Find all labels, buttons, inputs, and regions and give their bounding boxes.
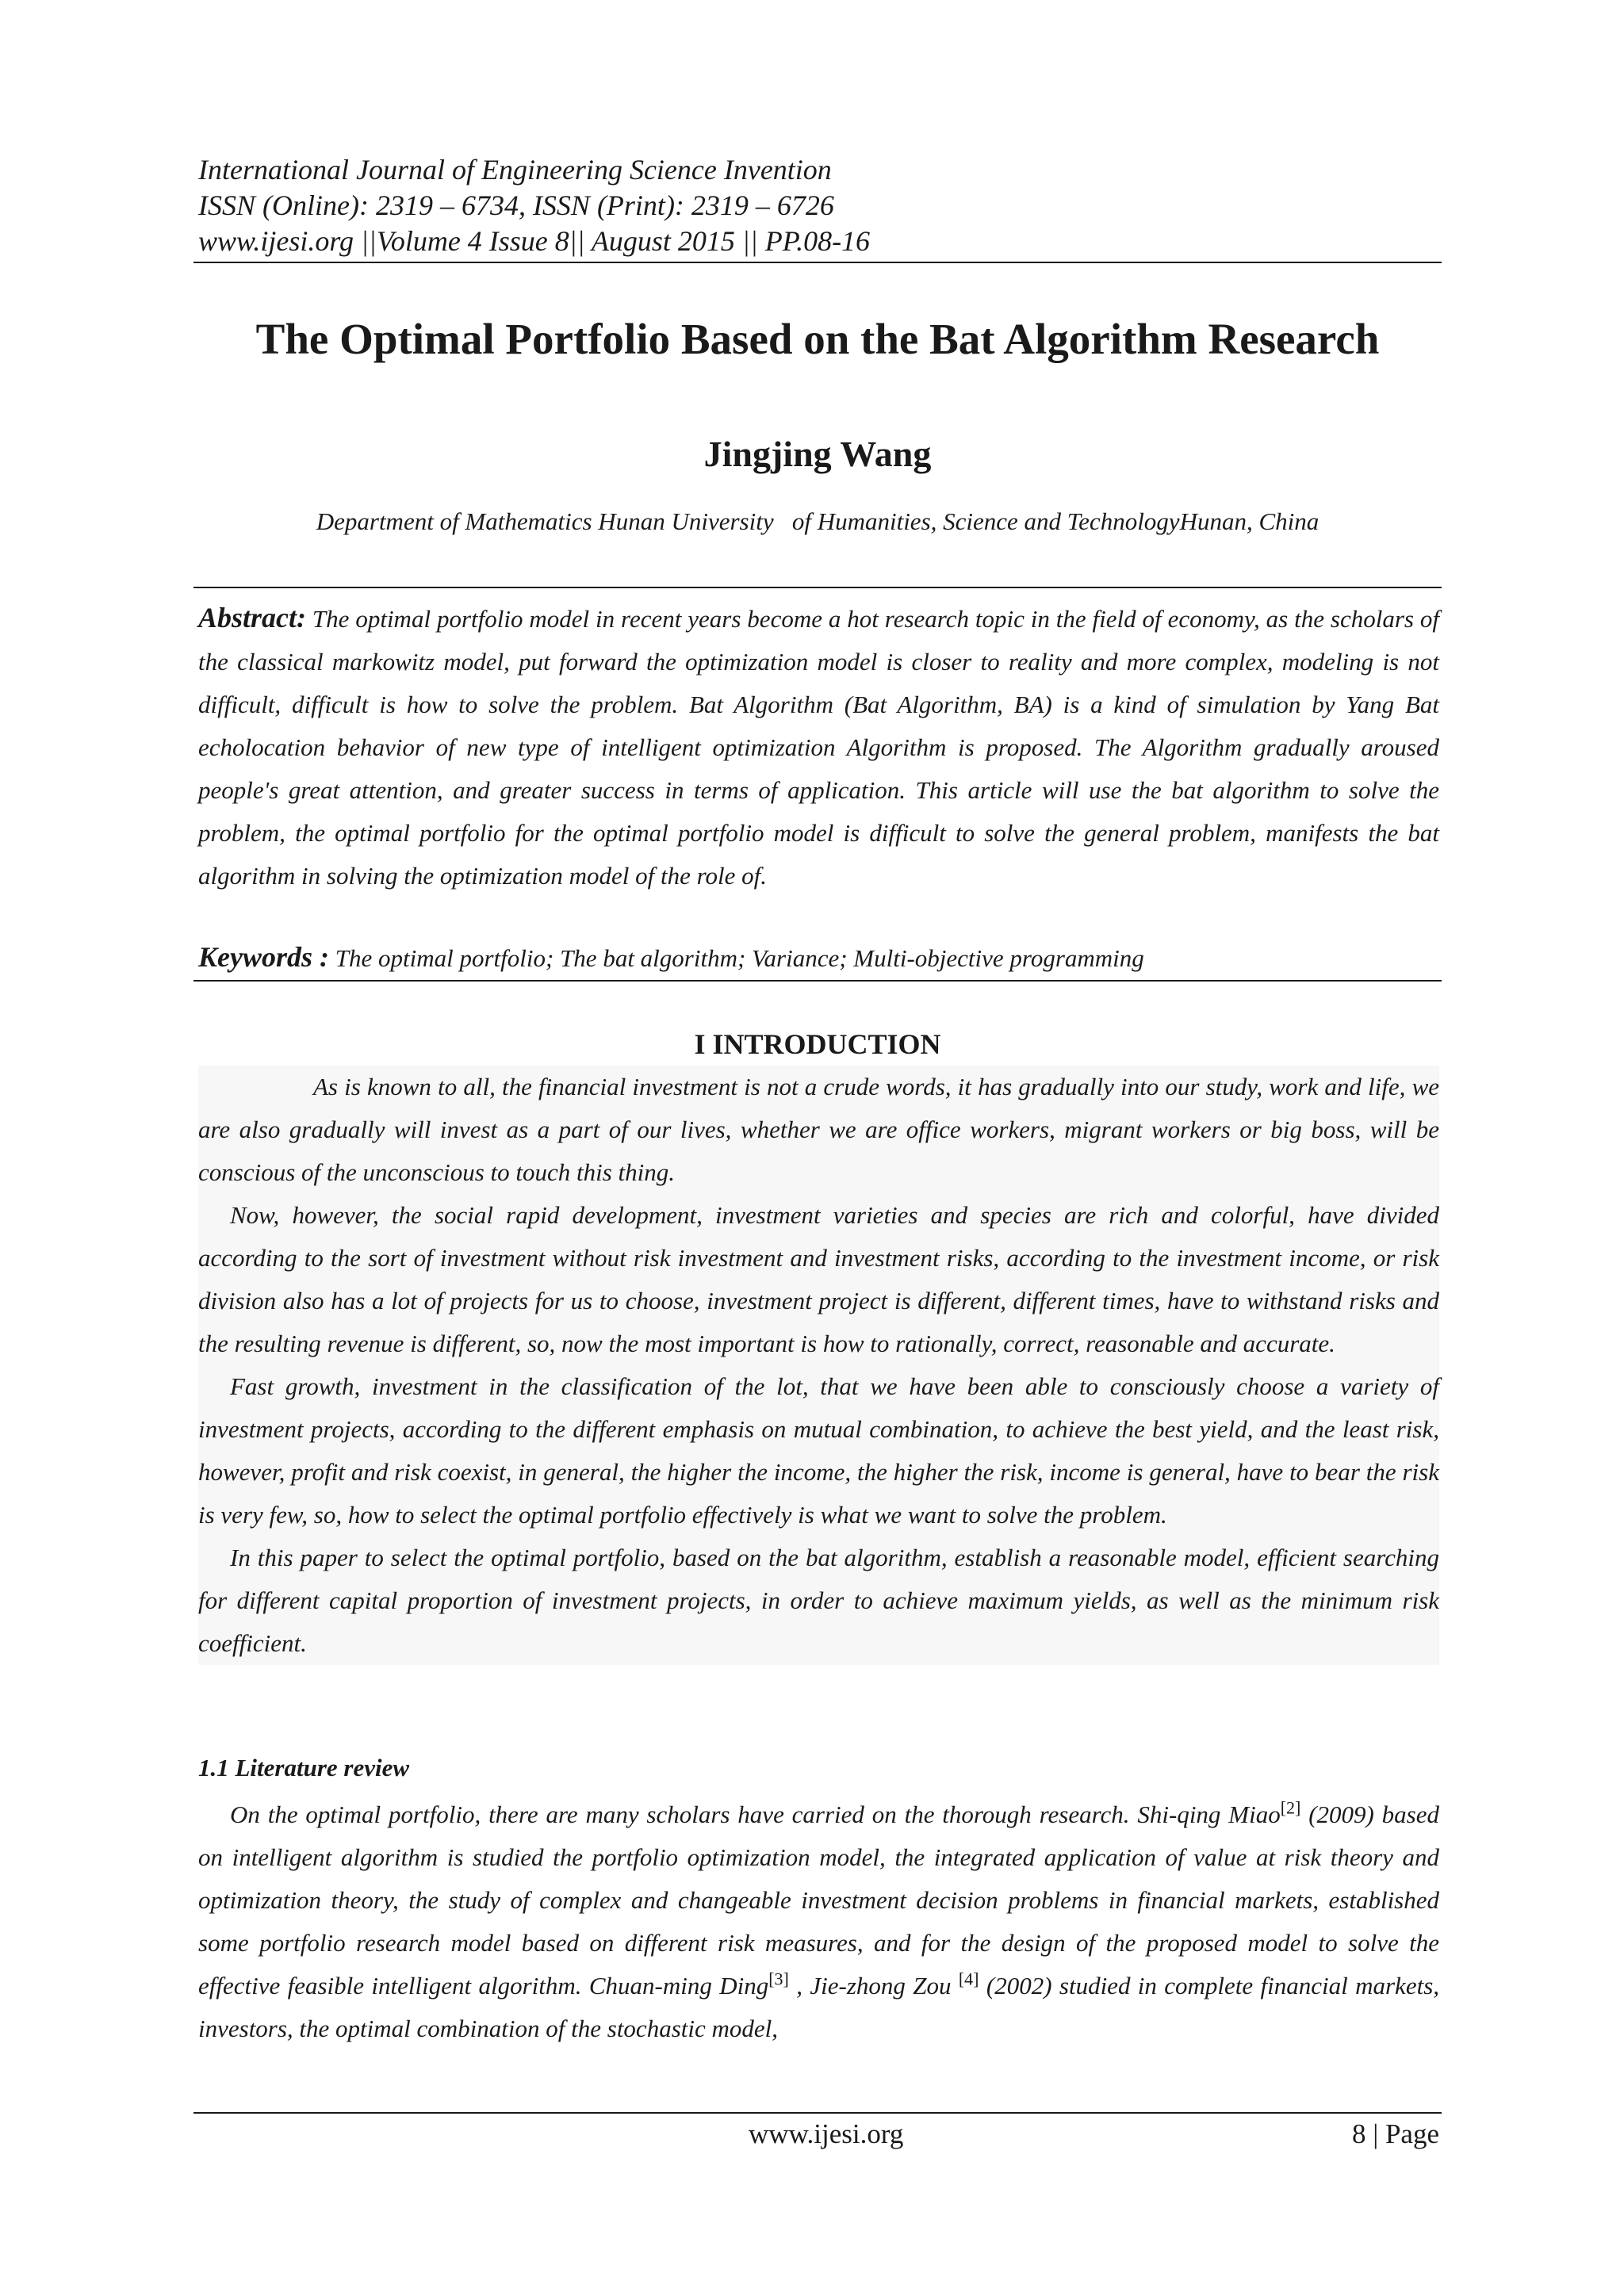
abstract-text: The optimal portfolio model in recent years become a hot research topic in the field of economy, as the scholars of the classical markowitz model, put forward the optimization model is closer to reality and more complex, modeling is not difficult, difficult is how to solve the problem. Bat Algorithm (Bat Algorithm, BA) is a kind of simulation by Yang Bat echolocation behavior of new type of intelligent optimization Algorithm is proposed. The Algorithm gradually aroused people's great attention, and greater success in terms of application. This article will use the bat algorithm to solve the problem, the optimal portfolio for the optimal portfolio model is difficult to solve the general problem, manifests the bat algorithm in solving the optimization model of the role of. — [198, 605, 1439, 890]
intro-paragraph: Now, however, the social rapid development, investment varieties and species are rich and colorful, have divided according to the sort of investment without risk investment and investment risks, according to the investment income, or risk division also has a lot of projects for us to choose, investment project is different, different times, have to withstand risks and the resulting revenue is different, so, now the most important is how to rationally, correct, reasonable and accurate. — [198, 1201, 1439, 1357]
abstract-label: Abstract: — [198, 602, 307, 633]
intro-paragraph: As is known to all, the financial investment is not a crude words, it has gradually into our study, work and life, we are also gradually will invest as a part of our lives, whether we are office workers, migrant workers or big boss, will be conscious of the unconscious to touch this thing. — [198, 1073, 1439, 1186]
header-rule — [193, 262, 1442, 263]
footer-url: www.ijesi.org — [749, 2118, 904, 2149]
abstract-top-rule — [193, 587, 1442, 588]
intro-paragraph: In this paper to select the optimal portfolio, based on the bat algorithm, establish a reasonable model, efficient searching for different capital proportion of investment projects, in order to achieve maximum yields, as well as the minimum risk coefficient. — [198, 1544, 1439, 1657]
journal-header — [198, 152, 1443, 259]
subsection-heading-literature-review: 1.1 Literature review — [198, 1754, 410, 1781]
keywords — [198, 936, 1439, 980]
journal-name: International Journal of Engineering Science Invention — [198, 154, 832, 186]
section-heading-introduction: I INTRODUCTION — [694, 1028, 941, 1060]
keywords-text: The optimal portfolio; The bat algorithm; Variance; Multi-objective programming — [335, 944, 1144, 972]
citation-ref: [3] — [768, 1969, 789, 1989]
literature-paragraph — [198, 1793, 1439, 2050]
literature-text: , Jie-zhong Zou — [788, 1972, 959, 1999]
literature-text: On the optimal portfolio, there are many scholars have carried on the thorough research. Shi-qing Miao — [230, 1800, 1281, 1828]
author-affiliation: Department of Mathematics Hunan University of Humanities, Science and TechnologyHunan, China — [316, 507, 1320, 535]
citation-ref: [4] — [958, 1969, 979, 1989]
journal-volume: www.ijesi.org ||Volume 4 Issue 8|| August 2015 || PP.08-16 — [198, 225, 871, 257]
abstract — [198, 596, 1439, 897]
journal-issn: ISSN (Online): 2319 – 6734, ISSN (Print): 2319 – 6726 — [198, 189, 834, 221]
author-name: Jingjing Wang — [703, 434, 932, 474]
introduction-body — [198, 1066, 1439, 1665]
page-number: 8 | Page — [1351, 2118, 1439, 2149]
citation-ref: [2] — [1280, 1797, 1301, 1818]
literature-body — [198, 1793, 1439, 2050]
paper-title: The Optimal Portfolio Based on the Bat Algorithm Research — [255, 315, 1380, 363]
keywords-label: Keywords : — [198, 941, 329, 973]
literature-text: (2002) studied in complete financial markets, investors, the optimal combination of the stochastic model, — [198, 1972, 1440, 2042]
intro-paragraph: Fast growth, investment in the classification of the lot, that we have been able to consciously choose a variety of investment projects, according to the different emphasis on mutual combination, to achieve the best yield, and the least risk, however, profit and risk coexist, in general, the higher the income, the higher the risk, income is general, have to bear the risk is very few, so, how to select the optimal portfolio effectively is what we want to solve the problem. — [198, 1372, 1439, 1529]
literature-text: (2009) based on intelligent algorithm is studied the portfolio optimization model, the integrated application of value at risk theory and optimization theory, the study of complex and changeable investment decision problems in financial markets, established some portfolio research model based on different risk measures, and for the design of the proposed model to solve the effective feasible intelligent algorithm. Chuan-ming Ding — [198, 1800, 1439, 1999]
footer-rule — [193, 2112, 1442, 2114]
abstract-bottom-rule — [193, 980, 1442, 982]
